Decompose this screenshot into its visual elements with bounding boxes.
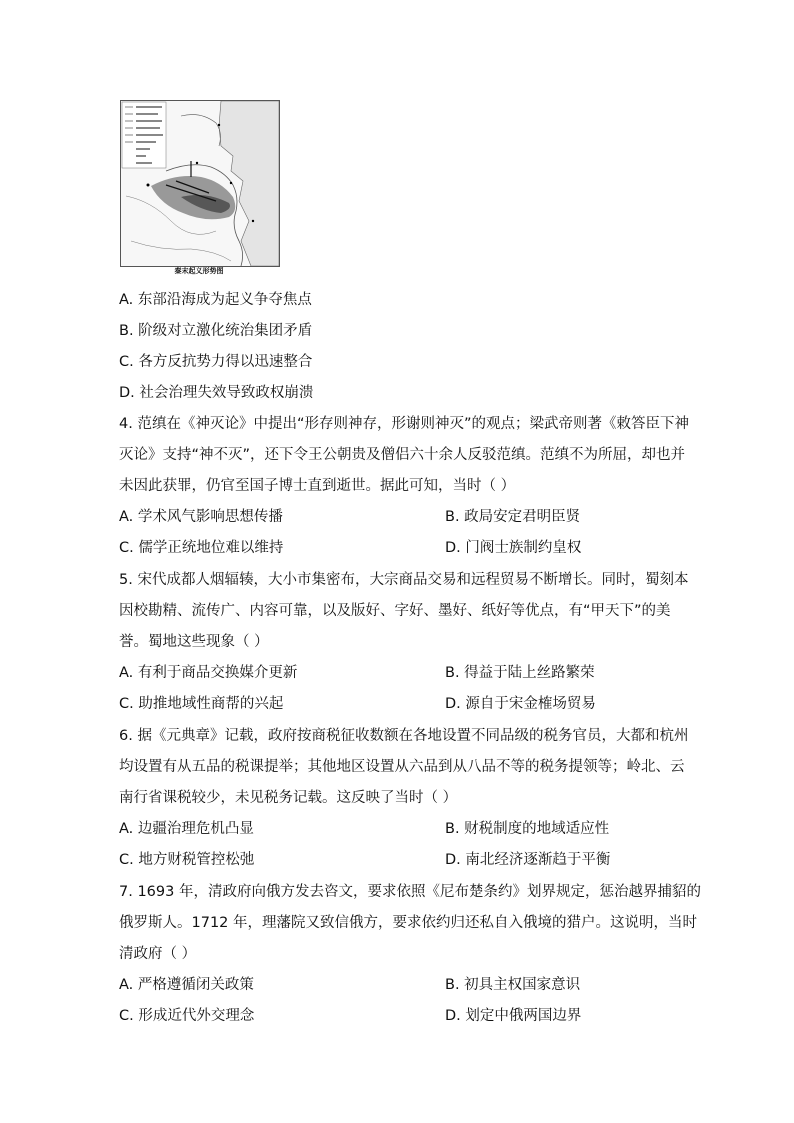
q5-option-c: C. 助推地域性商帮的兴起	[119, 696, 284, 712]
q6-option-a: A. 边疆治理危机凸显	[119, 821, 254, 837]
q5-option-d: D. 源自于宋金榷场贸易	[445, 696, 596, 712]
q7-option-b: B. 初具主权国家意识	[445, 977, 581, 993]
q4-stem-line-3: 未因此获罪，仍官至国子博士直到逝世。据此可知，当时（ ）	[119, 478, 516, 494]
q4-option-d: D. 门阀士族制约皇权	[445, 540, 582, 556]
q5-option-a: A. 有利于商品交换媒介更新	[119, 665, 298, 681]
q3-option-c: C. 各方反抗势力得以迅速整合	[119, 354, 313, 370]
q7-option-d: D. 划定中俄两国边界	[445, 1008, 582, 1024]
q7-stem-line-2: 俄罗斯人。1712 年，理藩院又致信俄方，要求依约归还私自入俄境的猎户。这说明，当时	[119, 915, 698, 931]
q7-stem-line-1: 7. 1693 年，清政府向俄方发去咨文，要求依照《尼布楚条约》划界规定，惩治越界捕貂的	[119, 884, 701, 900]
q6-stem-line-3: 南行省课税较少，未见税务记载。这反映了当时（ ）	[119, 790, 458, 806]
figure-caption: 秦末起义形势图	[174, 267, 224, 275]
q3-option-d: D. 社会治理失效导致政权崩溃	[119, 385, 314, 401]
q6-option-c: C. 地方财税管控松弛	[119, 852, 255, 868]
q3-option-b: B. 阶级对立激化统治集团矛盾	[119, 323, 313, 339]
q5-stem-line-3: 誉。蜀地这些现象（ ）	[119, 634, 269, 650]
q6-option-d: D. 南北经济逐渐趋于平衡	[445, 852, 611, 868]
map-image	[120, 100, 280, 267]
q7-stem-line-3: 清政府（ ）	[119, 946, 197, 962]
q4-option-a: A. 学术风气影响思想传播	[119, 509, 283, 525]
q5-stem-line-2: 因校勘精、流传广、内容可靠，以及版好、字好、墨好、纸好等优点，有“甲天下”的美	[119, 603, 671, 619]
q3-option-a: A. 东部沿海成为起义争夺焦点	[119, 292, 312, 308]
q5-stem-line-1: 5. 宋代成都人烟辐辏，大小市集密布，大宗商品交易和远程贸易不断增长。同时，蜀刻本	[119, 572, 689, 588]
q4-option-c: C. 儒学正统地位难以维持	[119, 540, 284, 556]
q6-stem-line-2: 均设置有从五品的税课提举；其他地区设置从六品到从八品不等的税务提领等；岭北、云	[119, 759, 685, 775]
q6-option-b: B. 财税制度的地域适应性	[445, 821, 610, 837]
map-illustration	[121, 101, 279, 266]
q5-option-b: B. 得益于陆上丝路繁荣	[445, 665, 595, 681]
qin-uprising-map-figure	[118, 98, 280, 275]
q4-stem-line-1: 4. 范缜在《神灭论》中提出“形存则神存，形谢则神灭”的观点；梁武帝则著《敕答臣下神	[119, 416, 689, 432]
q4-stem-line-2: 灭论》支持“神不灭”，还下令王公朝贵及僧侣六十余人反驳范缜。范缜不为所屈，却也并	[119, 447, 686, 463]
q7-option-a: A. 严格遵循闭关政策	[119, 977, 254, 993]
q6-stem-line-1: 6. 据《元典章》记载，政府按商税征收数额在各地设置不同品级的税务官员，大都和杭州	[119, 728, 689, 744]
q4-option-b: B. 政局安定君明臣贤	[445, 509, 581, 525]
q7-option-c: C. 形成近代外交理念	[119, 1008, 255, 1024]
